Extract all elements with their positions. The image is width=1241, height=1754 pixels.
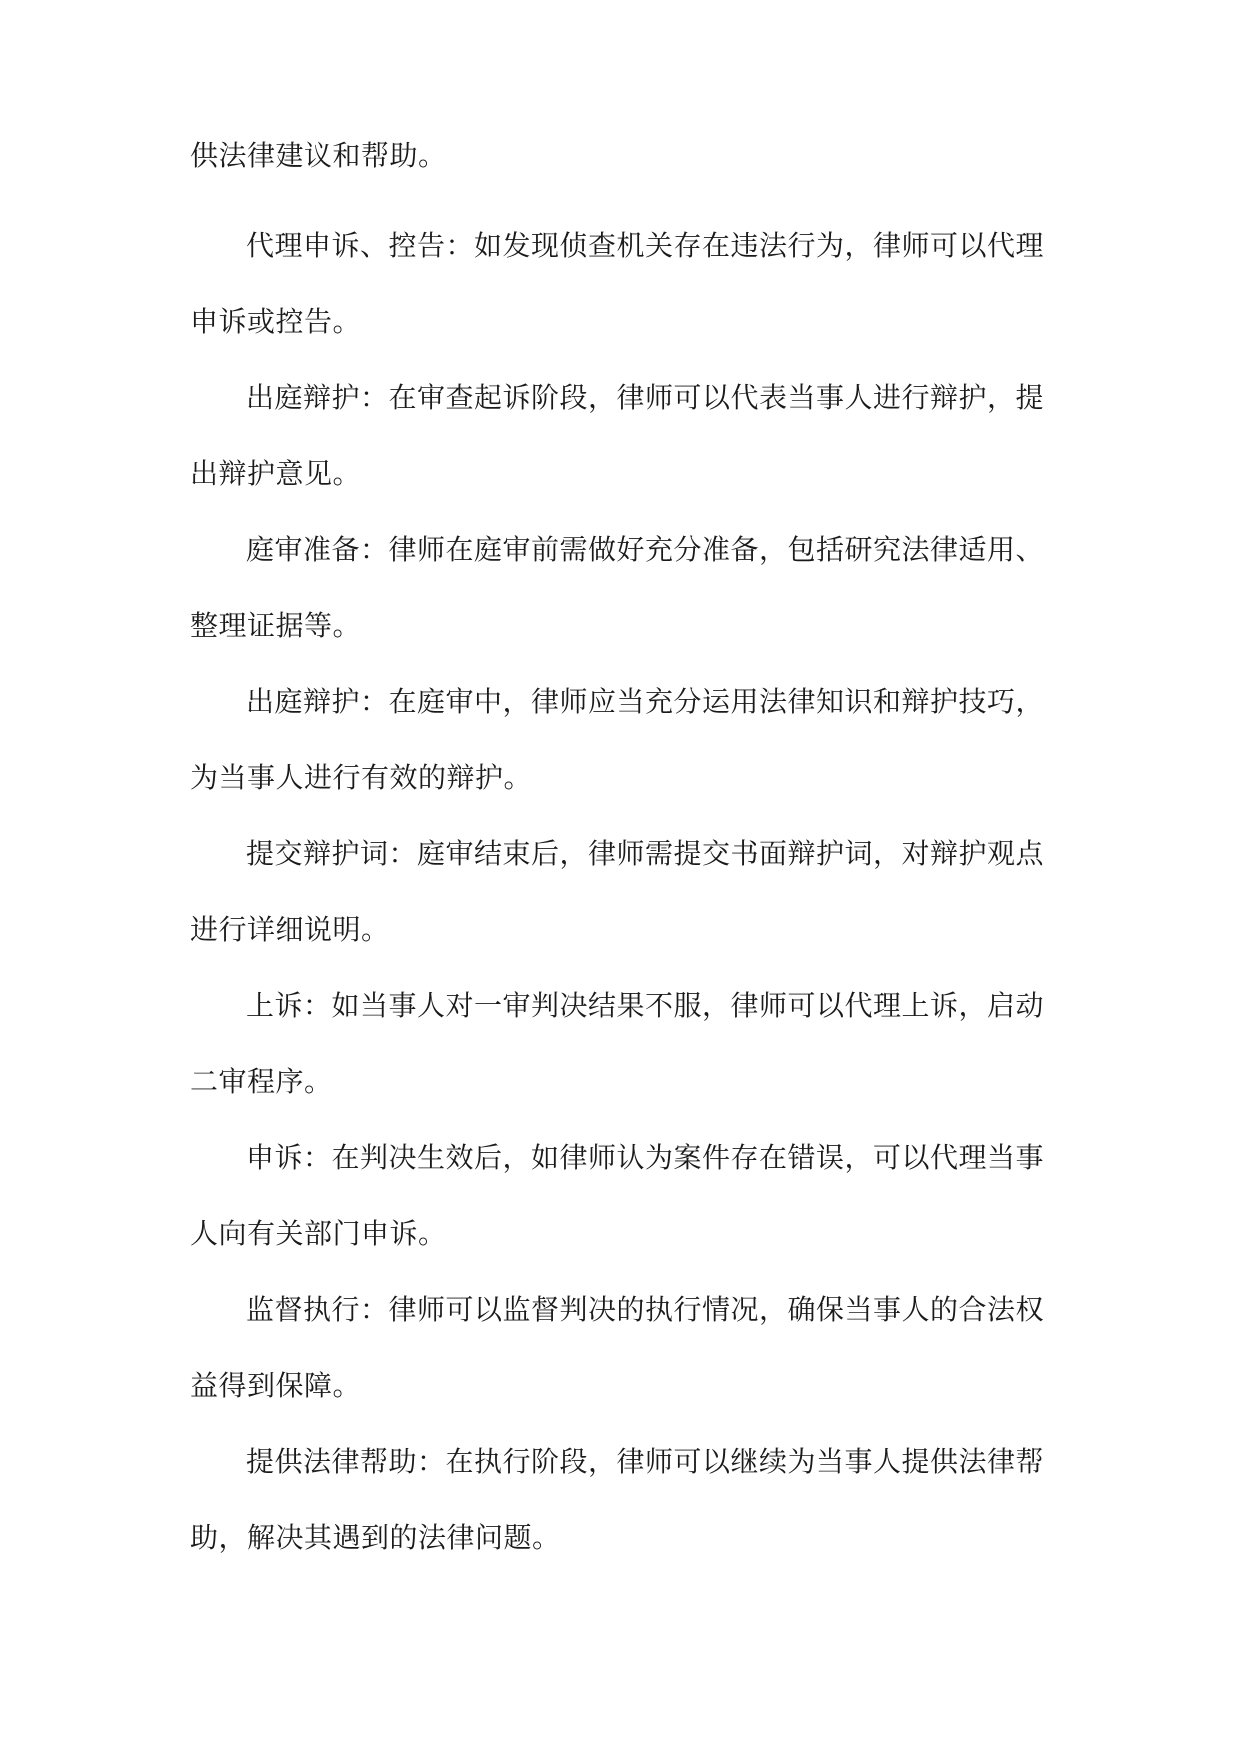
paragraph-line: 提供法律帮助：在执行阶段，律师可以继续为当事人提供法律帮	[246, 1445, 1045, 1478]
paragraph-line: 助，解决其遇到的法律问题。	[190, 1521, 561, 1554]
paragraph-line: 申诉：在判决生效后，如律师认为案件存在错误，可以代理当事	[246, 1141, 1045, 1174]
paragraph-line: 出庭辩护：在审查起诉阶段，律师可以代表当事人进行辩护，提	[246, 381, 1045, 414]
paragraph-line: 整理证据等。	[190, 609, 362, 642]
paragraph-line: 二审程序。	[190, 1065, 333, 1098]
paragraph-line: 人向有关部门申诉。	[190, 1217, 447, 1250]
paragraph-line: 进行详细说明。	[190, 913, 390, 946]
paragraph-line: 出庭辩护：在庭审中，律师应当充分运用法律知识和辩护技巧，	[246, 685, 1045, 718]
paragraph-line: 庭审准备：律师在庭审前需做好充分准备，包括研究法律适用、	[246, 533, 1045, 566]
paragraph-line: 上诉：如当事人对一审判决结果不服，律师可以代理上诉，启动	[246, 989, 1045, 1022]
paragraph-line: 申诉或控告。	[190, 305, 362, 338]
paragraph-line: 提交辩护词：庭审结束后，律师需提交书面辩护词，对辩护观点	[246, 837, 1045, 870]
paragraph-line: 代理申诉、控告：如发现侦查机关存在违法行为，律师可以代理	[246, 229, 1045, 262]
paragraph-line: 为当事人进行有效的辩护。	[190, 761, 533, 794]
paragraph-line: 监督执行：律师可以监督判决的执行情况，确保当事人的合法权	[246, 1293, 1045, 1326]
paragraph-line: 益得到保障。	[190, 1369, 362, 1402]
paragraph-line: 供法律建议和帮助。	[190, 139, 447, 172]
paragraph-line: 出辩护意见。	[190, 457, 362, 490]
